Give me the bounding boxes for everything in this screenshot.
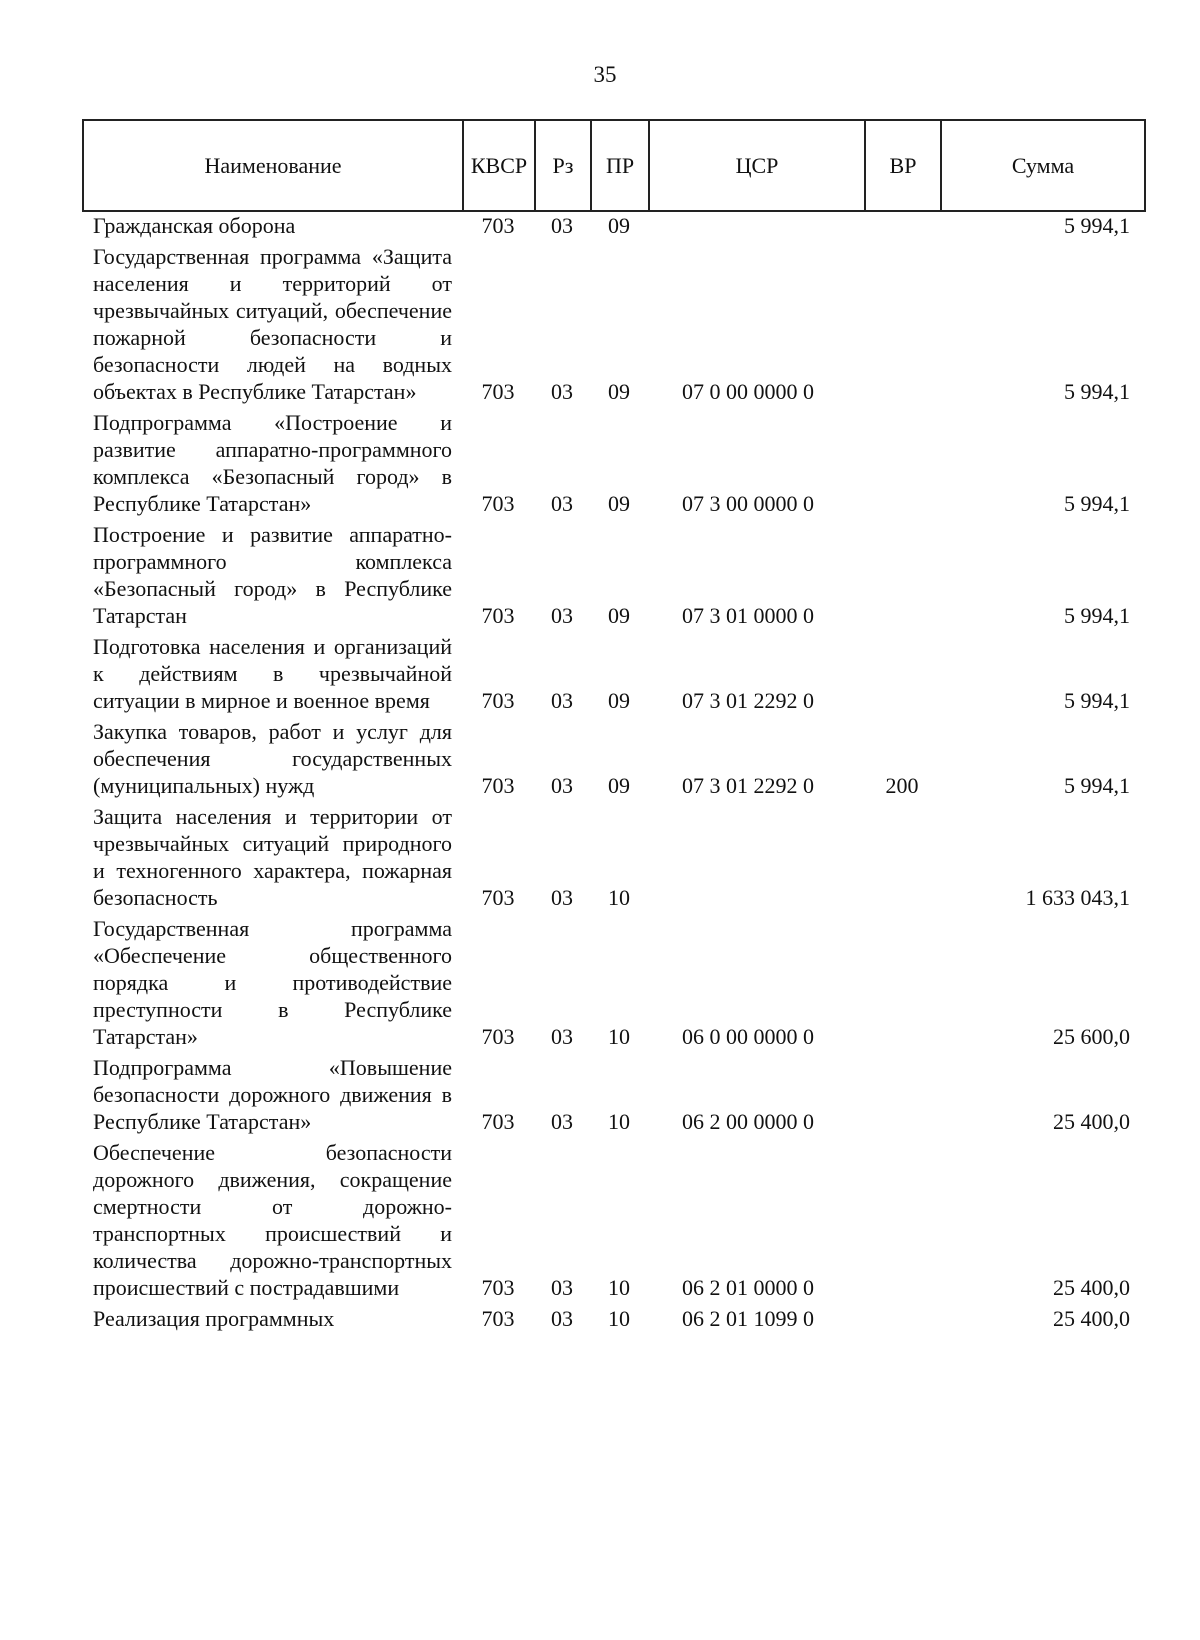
row-pr: 09 (608, 491, 630, 516)
row-kvsr: 703 (481, 1109, 515, 1134)
row-sum: 25 400,0 (1053, 1275, 1130, 1300)
header-kvsr: КВСР (463, 120, 535, 211)
row-pr: 10 (608, 885, 630, 910)
row-rz: 03 (551, 1306, 573, 1331)
table-row (82, 633, 1144, 718)
row-rz: 03 (551, 773, 573, 798)
row-rz: 03 (551, 1109, 573, 1134)
row-kvsr: 703 (481, 379, 515, 404)
row-name: Подпрограмма «Повышение безопасности дорожного движения в Республике Татарстан» (93, 1055, 452, 1134)
budget-table (82, 212, 1144, 1336)
table-header (82, 119, 1146, 212)
table-row (82, 803, 1144, 915)
row-vr (864, 1305, 940, 1336)
page-number: 35 (593, 62, 617, 87)
row-csr: 07 3 00 0000 0 (682, 491, 814, 516)
header-sum: Сумма (941, 120, 1145, 211)
table-row (82, 718, 1144, 803)
row-name: Закупка товаров, работ и услуг для обеспечения государственных (муниципальных) нужд (93, 719, 452, 798)
row-pr: 09 (608, 688, 630, 713)
header-rz: Рз (535, 120, 591, 211)
row-name: Государственная программа «Защита населения и территорий от чрезвычайных ситуаций, обеспечение пожарной безопасности и безопасности людей на водных объектах в Республике Татарстан» (93, 244, 452, 404)
table-row (82, 243, 1144, 409)
row-sum: 25 400,0 (1053, 1306, 1130, 1331)
row-vr (864, 633, 940, 718)
row-kvsr: 703 (481, 491, 515, 516)
row-vr (864, 1054, 940, 1139)
row-vr (864, 1139, 940, 1305)
row-sum: 5 994,1 (1064, 688, 1130, 713)
row-sum: 1 633 043,1 (1025, 885, 1130, 910)
header-vr: ВР (865, 120, 941, 211)
row-sum: 25 400,0 (1053, 1109, 1130, 1134)
row-pr: 09 (608, 379, 630, 404)
row-csr (648, 212, 864, 243)
row-name: Защита населения и территории от чрезвычайных ситуаций природного и техногенного характера, пожарная безопасность (93, 804, 452, 910)
row-sum: 5 994,1 (1064, 603, 1130, 628)
row-csr (648, 803, 864, 915)
row-sum: 25 600,0 (1053, 1024, 1130, 1049)
row-pr: 10 (608, 1109, 630, 1134)
row-vr (864, 409, 940, 521)
row-name: Гражданская оборона (93, 213, 296, 238)
row-kvsr: 703 (481, 1275, 515, 1300)
table-row (82, 1054, 1144, 1139)
row-name: Подготовка населения и организаций к действиям в чрезвычайной ситуации в мирное и военное время (93, 634, 452, 713)
table-row (82, 409, 1144, 521)
row-sum: 5 994,1 (1064, 773, 1130, 798)
row-csr: 06 0 00 0000 0 (682, 1024, 814, 1049)
row-pr: 09 (608, 213, 630, 238)
row-csr: 06 2 01 0000 0 (682, 1275, 814, 1300)
row-rz: 03 (551, 1024, 573, 1049)
row-csr: 07 0 00 0000 0 (682, 379, 814, 404)
row-pr: 10 (608, 1306, 630, 1331)
row-pr: 09 (608, 603, 630, 628)
row-kvsr: 703 (481, 1306, 515, 1331)
row-vr (864, 915, 940, 1054)
row-kvsr: 703 (481, 688, 515, 713)
row-rz: 03 (551, 603, 573, 628)
row-name: Реализация программных (93, 1306, 335, 1331)
row-kvsr: 703 (481, 603, 515, 628)
row-vr (864, 212, 940, 243)
row-pr: 09 (608, 773, 630, 798)
row-pr: 10 (608, 1275, 630, 1300)
row-rz: 03 (551, 885, 573, 910)
row-csr: 07 3 01 2292 0 (682, 688, 814, 713)
row-csr: 07 3 01 2292 0 (682, 773, 814, 798)
table-row (82, 915, 1144, 1054)
header-csr: ЦСР (649, 120, 865, 211)
row-name: Подпрограмма «Построение и развитие аппаратно-программного комплекса «Безопасный город» в Республике Татарстан» (93, 410, 452, 516)
row-name: Построение и развитие аппаратно-программного комплекса «Безопасный город» в Республике Татарстан (93, 522, 452, 628)
row-sum: 5 994,1 (1064, 379, 1130, 404)
row-vr (864, 521, 940, 633)
row-rz: 03 (551, 213, 573, 238)
row-sum: 5 994,1 (1064, 491, 1130, 516)
row-name: Государственная программа «Обеспечение общественного порядка и противодействие преступности в Республике Татарстан» (93, 916, 452, 1049)
row-pr: 10 (608, 1024, 630, 1049)
row-csr: 06 2 01 1099 0 (682, 1306, 814, 1331)
table-row (82, 1139, 1144, 1305)
row-csr: 07 3 01 0000 0 (682, 603, 814, 628)
row-rz: 03 (551, 688, 573, 713)
row-rz: 03 (551, 491, 573, 516)
row-rz: 03 (551, 1275, 573, 1300)
row-name: Обеспечение безопасности дорожного движения, сокращение смертности от дорожно-транспортных происшествий и количества дорожно-транспортных происшествий с пострадавшими (93, 1140, 452, 1300)
table-row (82, 212, 1144, 243)
row-sum: 5 994,1 (1064, 213, 1130, 238)
row-kvsr: 703 (481, 213, 515, 238)
row-kvsr: 703 (481, 773, 515, 798)
row-vr (864, 803, 940, 915)
table-row (82, 1305, 1144, 1336)
header-name: Наименование (83, 120, 463, 211)
row-kvsr: 703 (481, 885, 515, 910)
table-row (82, 521, 1144, 633)
header-pr: ПР (591, 120, 649, 211)
row-kvsr: 703 (481, 1024, 515, 1049)
row-csr: 06 2 00 0000 0 (682, 1109, 814, 1134)
row-vr (864, 243, 940, 409)
row-rz: 03 (551, 379, 573, 404)
row-vr: 200 (885, 773, 919, 798)
